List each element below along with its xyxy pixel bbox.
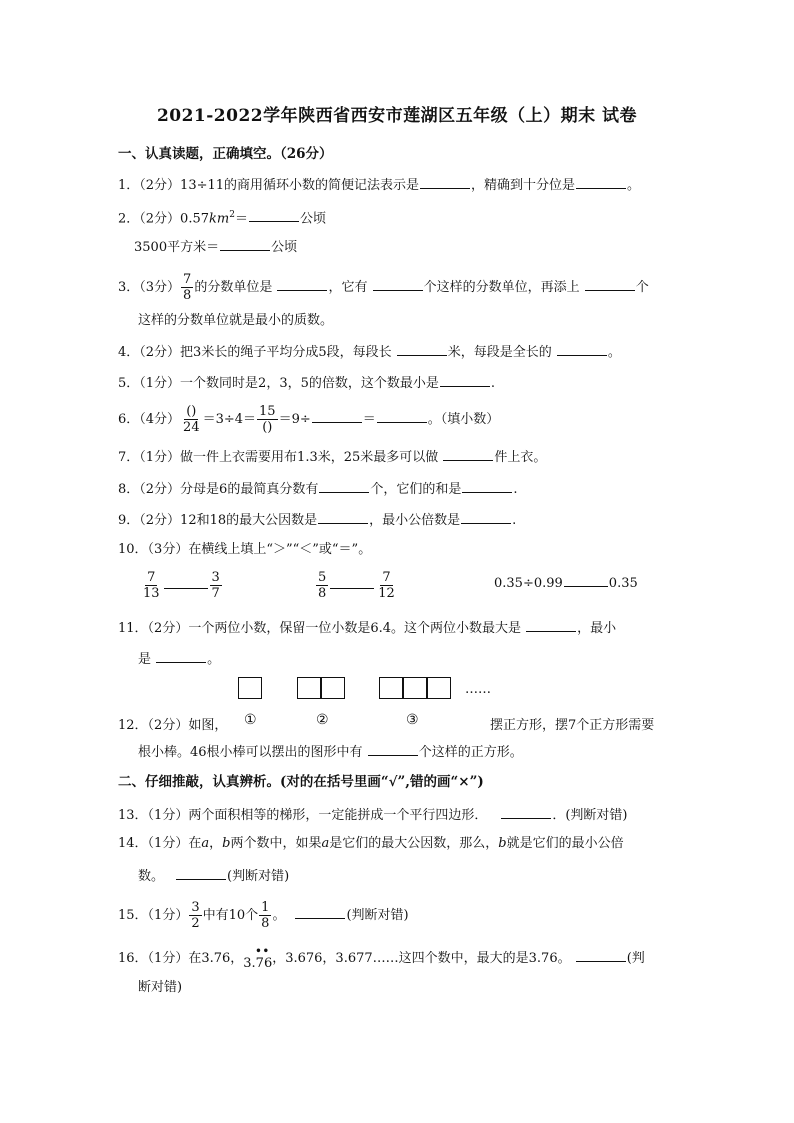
q14-text-1: 两个数中，如果 bbox=[230, 836, 322, 851]
q12-line-2 bbox=[138, 741, 523, 763]
question-15 bbox=[118, 900, 409, 931]
q8-blank-1[interactable] bbox=[319, 478, 369, 493]
q6-blank-2[interactable] bbox=[377, 408, 427, 423]
question-13 bbox=[118, 804, 627, 826]
q10-b-blank[interactable] bbox=[330, 574, 374, 589]
q6-text: 6．（4分） bbox=[118, 412, 181, 427]
question-1 bbox=[118, 174, 640, 196]
q12-square-3a bbox=[379, 677, 403, 699]
q10-a-blank[interactable] bbox=[164, 574, 208, 589]
q1-text: 1．（2分）13÷11的商用循环小数的简便记法表示是 bbox=[118, 178, 420, 193]
q14-blank[interactable] bbox=[176, 865, 226, 880]
section-heading-1: 一、认真读题，正确填空。（26分） bbox=[118, 146, 333, 162]
q6-text-mid3: ＝ bbox=[362, 412, 376, 427]
q15-f1-den: 2 bbox=[191, 916, 200, 931]
q3-text-1: 的分数单位是 bbox=[194, 280, 277, 295]
q6-text-mid1: ＝3÷4＝ bbox=[202, 412, 257, 427]
q7-text-end: 件上衣。 bbox=[494, 450, 547, 465]
question-6 bbox=[118, 404, 499, 435]
q12-label-3: ③ bbox=[406, 712, 419, 728]
q11-line2-text: 是 bbox=[138, 652, 156, 667]
q6-fraction-2 bbox=[257, 404, 278, 435]
q10-a-d2: 7 bbox=[211, 586, 220, 601]
q7-text: 7．（1分）做一件上衣需要用布1.3米，25米最多可以做 bbox=[118, 450, 443, 465]
q2-equals: ＝ bbox=[234, 211, 248, 227]
q3-blank-3[interactable] bbox=[585, 276, 635, 291]
q14-text: 14．（1分）在 bbox=[118, 836, 202, 851]
q10-b-n2: 7 bbox=[382, 570, 391, 585]
q11-blank-1[interactable] bbox=[526, 617, 576, 632]
q14-var-a: a bbox=[201, 836, 210, 851]
q14-text-2: 是它们的最大公因数，那么， bbox=[329, 836, 499, 851]
q15-f2-den: 8 bbox=[261, 916, 270, 931]
q9-blank-2[interactable] bbox=[461, 509, 511, 524]
q7-blank[interactable] bbox=[443, 446, 493, 461]
q14-var-a-2: a bbox=[321, 836, 330, 851]
q12-ellipsis: …… bbox=[465, 682, 491, 697]
q12-text-after: 摆正方形，摆7个正方形需要 bbox=[490, 718, 655, 733]
q12-line2-text: 根小棒。46根小棒可以摆出的图形中有 bbox=[138, 745, 367, 760]
q8-blank-2[interactable] bbox=[462, 478, 512, 493]
q5-blank[interactable] bbox=[440, 372, 490, 387]
q12-label-2: ② bbox=[316, 712, 329, 728]
q9-text-mid: ，最小公倍数是 bbox=[369, 513, 461, 528]
q13-text-end: ．(判断对错) bbox=[552, 808, 628, 823]
q10-a-d1: 13 bbox=[143, 586, 160, 601]
q3-line-2: 这样的分数单位就是最小的质数。 bbox=[138, 313, 334, 328]
q16-text-end: (判 bbox=[626, 951, 645, 966]
q12-square-1 bbox=[238, 677, 262, 699]
q15-text-mid: 中有10个 bbox=[202, 908, 259, 923]
q3-text: 3．（3分） bbox=[118, 280, 181, 295]
q10-a-frac-1 bbox=[141, 570, 162, 601]
question-10: 10．（3分）在横线上填上“＞”“＜”或“＝”。 bbox=[118, 542, 372, 557]
q11-line2-end: 。 bbox=[207, 652, 221, 667]
q14-var-b-2: b bbox=[498, 836, 507, 851]
question-7 bbox=[118, 446, 546, 468]
q6-f2-den: () bbox=[262, 420, 273, 435]
q15-f1-num: 3 bbox=[191, 900, 200, 915]
q16-repeating-decimal bbox=[243, 946, 273, 974]
q8-text-end: . bbox=[513, 482, 518, 497]
section-heading-2: 二、仔细推敲，认真辨析。(对的在括号里画“√”,错的画“×”) bbox=[118, 774, 484, 790]
q12-square-2a bbox=[297, 677, 321, 699]
q10-a-frac-2 bbox=[210, 570, 222, 601]
q16-text: 16．（1分）在3.76， bbox=[118, 951, 244, 966]
q5-text-end: . bbox=[490, 376, 495, 391]
q2-blank-2[interactable] bbox=[220, 236, 270, 251]
question-9 bbox=[118, 509, 516, 531]
q2-unit-km: km bbox=[209, 211, 230, 227]
q3-text-2: ，它有 bbox=[328, 280, 372, 295]
q10-b-d1: 8 bbox=[318, 586, 327, 601]
question-4 bbox=[118, 341, 621, 363]
q10-item-c bbox=[494, 572, 638, 594]
q10-c-left: 0.35÷0.99 bbox=[494, 576, 563, 591]
q13-text: 13．（1分）两个面积相等的梯形，一定能拼成一个平行四边形． bbox=[118, 808, 488, 823]
q13-blank[interactable] bbox=[501, 804, 551, 819]
q6-text-end: 。（填小数） bbox=[427, 412, 500, 427]
q10-a-n2: 3 bbox=[211, 570, 220, 585]
q14-line2-text: 数。 bbox=[138, 869, 165, 884]
q14-line2-end: (判断对错) bbox=[227, 869, 290, 884]
q9-blank-1[interactable] bbox=[318, 509, 368, 524]
q14-line-2 bbox=[138, 865, 289, 887]
q10-b-frac-1 bbox=[316, 570, 328, 601]
q11-text-end: ，最小 bbox=[577, 621, 617, 636]
q6-f1-den: 24 bbox=[183, 420, 200, 435]
q10-b-n1: 5 bbox=[318, 570, 327, 585]
question-8 bbox=[118, 478, 517, 500]
q1-blank-1[interactable] bbox=[420, 174, 470, 189]
q1-blank-2[interactable] bbox=[576, 174, 626, 189]
q2-blank-1[interactable] bbox=[249, 207, 299, 222]
q15-f2-num: 1 bbox=[261, 900, 270, 915]
q12-square-3b bbox=[403, 677, 427, 699]
q15-blank[interactable] bbox=[295, 904, 345, 919]
q6-fraction-1 bbox=[181, 404, 202, 435]
q6-text-mid2: ＝9÷ bbox=[278, 412, 311, 427]
q15-fraction-2 bbox=[259, 900, 271, 931]
q4-text-end: 。 bbox=[607, 345, 621, 360]
q3-frac-num: 7 bbox=[183, 272, 192, 287]
question-16 bbox=[118, 947, 645, 969]
q10-item-b bbox=[315, 570, 398, 601]
q3-text-3: 个这样的分数单位，再添上 bbox=[423, 280, 584, 295]
q14-var-b: b bbox=[222, 836, 231, 851]
q2-text: 2．（2分）0.57 bbox=[118, 211, 209, 227]
question-2 bbox=[118, 205, 326, 229]
q8-text: 8．（2分）分母是6的最简真分数有 bbox=[118, 482, 319, 497]
q16-text-mid: ，3.676，3.677……这四个数中，最大的是3.76。 bbox=[272, 951, 575, 966]
q2-superscript: 2 bbox=[229, 210, 235, 220]
q3-fraction bbox=[181, 272, 193, 303]
q11-line-2 bbox=[138, 648, 220, 670]
q16-repeat-dots: •• bbox=[255, 946, 271, 957]
q1-text-end: 。 bbox=[627, 178, 641, 193]
q10-a-n1: 7 bbox=[147, 570, 156, 585]
q3-blank-1[interactable] bbox=[277, 276, 327, 291]
question-11 bbox=[118, 617, 616, 639]
question-14 bbox=[118, 834, 624, 854]
q2-line2-text: 3500平方米＝ bbox=[134, 240, 220, 255]
q10-b-d2: 12 bbox=[378, 586, 395, 601]
q16-line-2: 断对错) bbox=[138, 980, 183, 995]
q4-blank-1[interactable] bbox=[397, 341, 447, 356]
question-12: 12．（2分）如图， bbox=[118, 718, 228, 733]
q6-f1-num: () bbox=[186, 404, 197, 419]
q6-f2-num: 15 bbox=[259, 404, 276, 419]
q8-text-mid: 个，它们的和是 bbox=[370, 482, 462, 497]
q15-text-end1: 。 bbox=[272, 908, 286, 923]
q4-blank-2[interactable] bbox=[557, 341, 607, 356]
q3-text-4: 个 bbox=[635, 280, 649, 295]
q11-blank-2[interactable] bbox=[156, 648, 206, 663]
q9-text: 9．（2分）12和18的最大公因数是 bbox=[118, 513, 318, 528]
q10-c-right: 0.35 bbox=[608, 576, 638, 591]
q9-text-end: . bbox=[512, 513, 517, 528]
question-3 bbox=[118, 272, 649, 303]
q10-item-a bbox=[140, 570, 223, 601]
q12-line2-end: 个这样的正方形。 bbox=[418, 745, 523, 760]
q14-text-3: 就是它们的最小公倍 bbox=[506, 836, 624, 851]
q5-text: 5．（1分）一个数同时是2，3，5的倍数，这个数最小是 bbox=[118, 376, 439, 391]
question-5 bbox=[118, 372, 495, 394]
q2-unit: 公顷 bbox=[299, 211, 326, 227]
question-2-line-2 bbox=[134, 236, 297, 258]
q15-fraction-1 bbox=[189, 900, 201, 931]
q14-sep: ， bbox=[209, 836, 223, 851]
q2-line2-unit: 公顷 bbox=[271, 240, 298, 255]
q6-blank-1[interactable] bbox=[312, 408, 362, 423]
q1-text-mid: ，精确到十分位是 bbox=[471, 178, 576, 193]
q16-blank[interactable] bbox=[576, 947, 626, 962]
page-title: 2021-2022学年陕西省西安市莲湖区五年级（上）期末 试卷 bbox=[156, 106, 638, 126]
q10-b-frac-2 bbox=[376, 570, 397, 601]
q15-text: 15．（1分） bbox=[118, 908, 189, 923]
q4-text-mid: 米，每段是全长的 bbox=[447, 345, 556, 360]
q12-square-3c bbox=[427, 677, 451, 699]
q3-frac-den: 8 bbox=[183, 288, 192, 303]
q12-blank-2[interactable] bbox=[368, 741, 418, 756]
q10-c-blank[interactable] bbox=[564, 572, 608, 587]
q15-text-end2: (判断对错) bbox=[346, 908, 409, 923]
q12-square-2b bbox=[321, 677, 345, 699]
q3-blank-2[interactable] bbox=[373, 276, 423, 291]
q11-text: 11．（2分）一个两位小数，保留一位小数是6.4。这个两位小数最大是 bbox=[118, 621, 526, 636]
q12-label-1: ① bbox=[244, 712, 257, 728]
q16-repeating-value: 3.76 bbox=[243, 956, 273, 971]
q4-text: 4．（2分）把3米长的绳子平均分成5段，每段长 bbox=[118, 345, 396, 360]
